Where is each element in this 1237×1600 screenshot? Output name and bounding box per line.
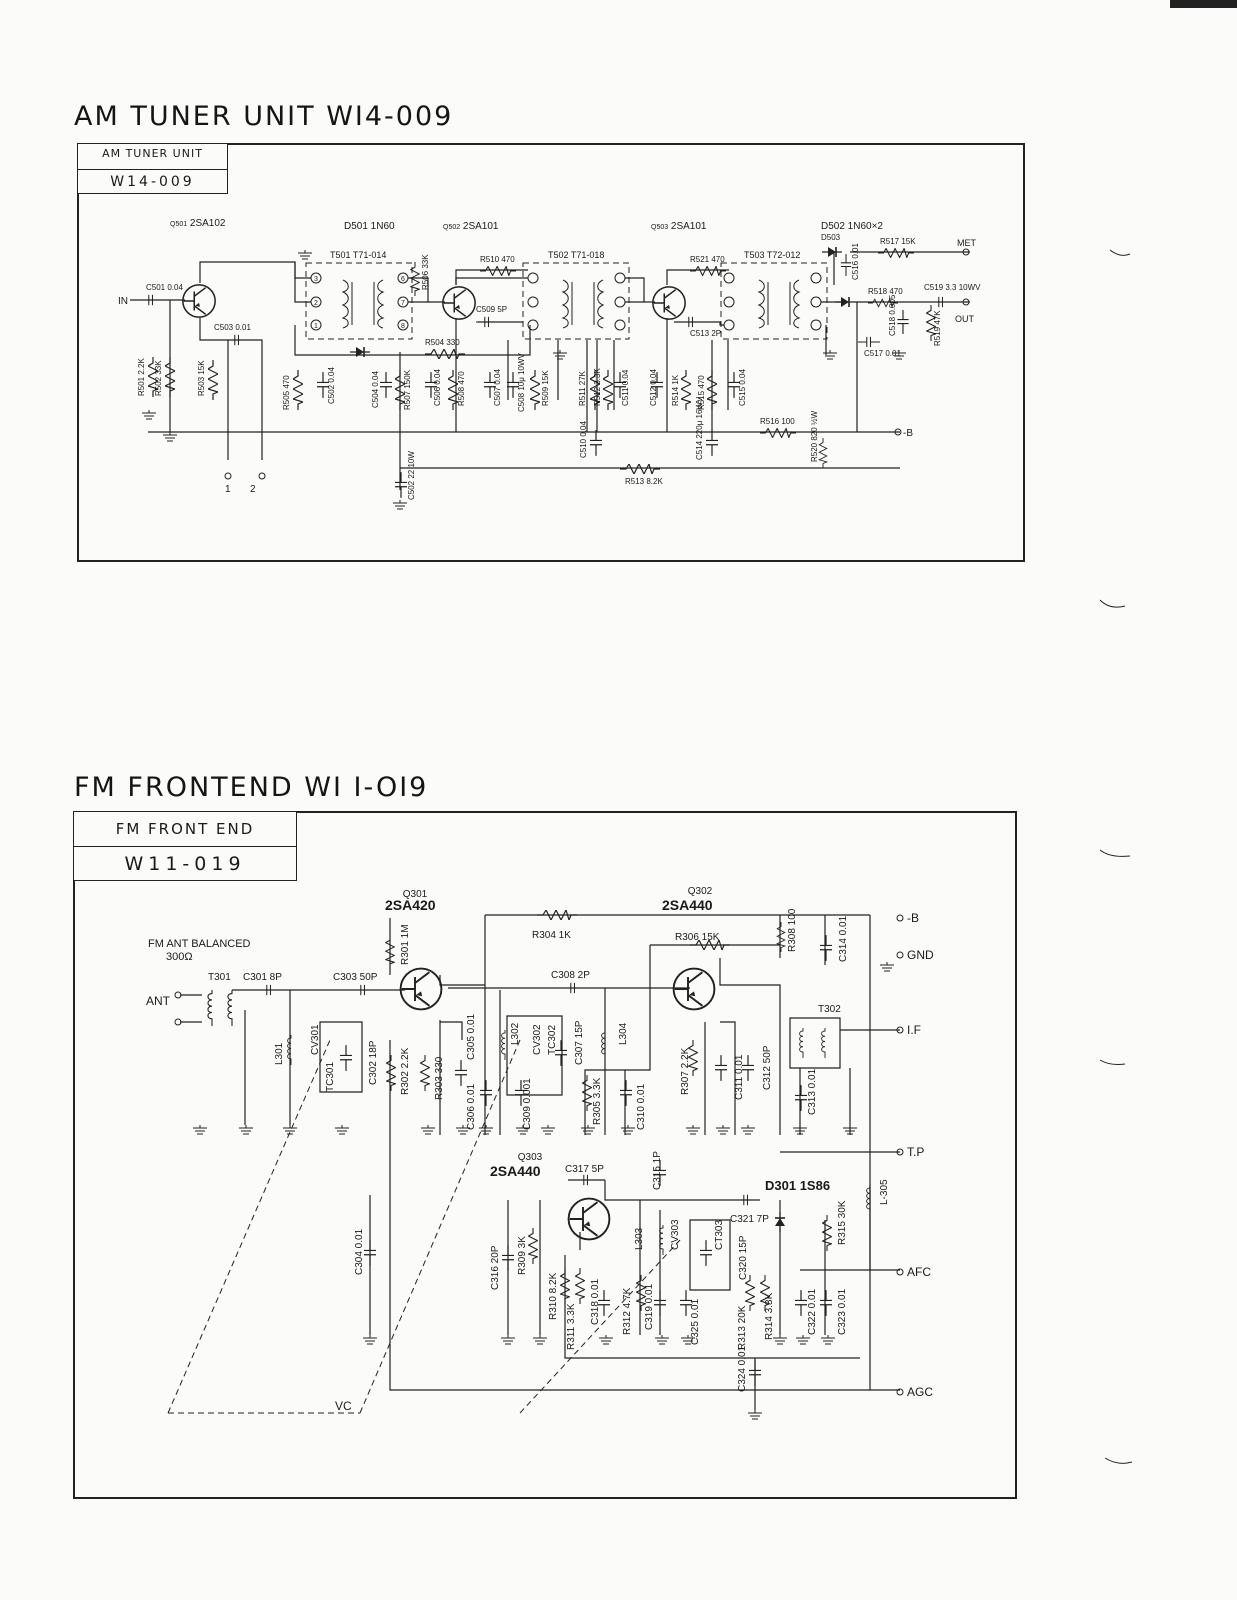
fm-c319-label: C319 0.01 bbox=[644, 1283, 655, 1330]
am-c501-label: C501 0.04 bbox=[146, 283, 183, 292]
fm-minus-b-terminal: -B bbox=[907, 911, 919, 925]
fm-r304-label: R304 1K bbox=[532, 930, 571, 941]
fm-r308-label: R308 100 bbox=[787, 908, 798, 952]
fm-r309-label: R309 3K bbox=[517, 1236, 528, 1275]
am-c515-label: C515 0.04 bbox=[738, 369, 747, 406]
fm-q303-transistor bbox=[569, 1199, 610, 1240]
fm-tp-terminal: T.P bbox=[907, 1145, 925, 1159]
fm-l301-label: L301 bbox=[274, 1042, 285, 1065]
am-out-terminal: OUT bbox=[955, 314, 974, 324]
am-c503-label: C503 0.01 bbox=[214, 323, 251, 332]
am-r502-label: R502 33K bbox=[154, 360, 163, 396]
fm-q302-transistor bbox=[674, 969, 715, 1010]
am-q503-label: Q503 2SA101 bbox=[651, 221, 707, 232]
am-c513-label: C513 2P bbox=[690, 329, 722, 338]
fm-agc-terminal: AGC bbox=[907, 1385, 934, 1399]
am-in-terminal: IN bbox=[118, 296, 128, 307]
fm-r310-label: R310 8.2K bbox=[548, 1272, 559, 1320]
fm-cv302-label: CV302 bbox=[532, 1024, 543, 1055]
fm-c318-label: C318 0.01 bbox=[590, 1278, 601, 1325]
fm-q303-ref: Q303 bbox=[517, 1152, 543, 1163]
fm-tc301-label: TC301 bbox=[325, 1061, 336, 1092]
fm-l304-label: L304 bbox=[618, 1022, 629, 1045]
fm-ct303-label: CT303 bbox=[714, 1219, 725, 1250]
fm-l303-label: L303 bbox=[634, 1227, 645, 1250]
fm-l305-label: L-305 bbox=[879, 1179, 890, 1205]
fm-q302-ref: Q302 bbox=[687, 886, 713, 897]
fm-c311-label: C311 0.01 bbox=[734, 1054, 745, 1100]
am-r517-label: R517 15K bbox=[880, 237, 916, 246]
am-q502-label: Q502 2SA101 bbox=[443, 221, 499, 232]
am-minus-b-terminal: -B bbox=[903, 428, 913, 439]
am-r507-label: R507 150K bbox=[403, 369, 412, 410]
am-r520-label: R520 820 ½W bbox=[810, 410, 819, 462]
am-d502-label: D502 1N60×2 bbox=[821, 221, 883, 232]
am-t502-label: T502 T71-018 bbox=[548, 250, 605, 260]
am-terminal-1: 1 bbox=[225, 484, 231, 495]
fm-c303-label: C303 50P bbox=[333, 972, 378, 983]
am-pin-3: 3 bbox=[314, 276, 318, 283]
fm-c306-label: C306 0.01 bbox=[466, 1083, 477, 1130]
fm-c314-label: C314 0.01 bbox=[838, 915, 849, 962]
am-r514-label: R514 1K bbox=[671, 374, 680, 406]
am-q503-transistor bbox=[653, 287, 685, 319]
fm-c312-label: C312 50P bbox=[762, 1045, 773, 1090]
fm-tc302-label: TC302 bbox=[547, 1024, 558, 1055]
am-c512-label: C512 0.04 bbox=[649, 369, 658, 406]
fm-r314-label: R314 3.3K bbox=[764, 1292, 775, 1340]
fm-title-block-name: FM FRONT END bbox=[115, 820, 255, 838]
fm-q302-type: 2SA440 bbox=[662, 897, 713, 913]
am-r512-label: R512 3.3K bbox=[593, 368, 602, 406]
fm-c304-label: C304 0.01 bbox=[354, 1228, 365, 1275]
fm-vc-label: VC bbox=[335, 1399, 352, 1413]
am-t501-can bbox=[306, 263, 412, 339]
am-q501-transistor bbox=[183, 285, 215, 317]
fm-c301-label: C301 8P bbox=[243, 972, 282, 983]
am-r508-label: R508 470 bbox=[457, 371, 466, 406]
am-pin-6: 6 bbox=[401, 276, 405, 283]
fm-c322-label: C322 0.01 bbox=[807, 1288, 818, 1335]
fm-t301-secondary bbox=[228, 990, 232, 1026]
fm-c302-label: C302 18P bbox=[368, 1040, 379, 1085]
fm-c321-label: C321 7P bbox=[730, 1214, 769, 1225]
fm-circuit bbox=[146, 886, 934, 1419]
am-pin-8: 8 bbox=[401, 323, 405, 330]
am-r505-label: R505 470 bbox=[282, 375, 291, 410]
am-section-title: AM TUNER UNIT WI4-009 bbox=[74, 101, 454, 132]
am-c504-label: C504 0.04 bbox=[371, 371, 380, 408]
fm-q303-type: 2SA440 bbox=[490, 1163, 541, 1179]
fm-l302-label: L302 bbox=[510, 1022, 521, 1045]
am-pin-2: 2 bbox=[314, 300, 318, 307]
am-d503-label: D503 bbox=[821, 233, 841, 242]
fm-c309-label: C309 0.001 bbox=[522, 1078, 533, 1130]
am-c514-label: C514 220μ 16WV bbox=[695, 396, 704, 460]
fm-c310-label: C310 0.01 bbox=[636, 1083, 647, 1130]
fm-cv301-label: CV301 bbox=[310, 1024, 321, 1055]
am-terminal-2: 2 bbox=[250, 484, 256, 495]
binder-hole-marks bbox=[1100, 250, 1132, 1463]
fm-gnd-terminal: GND bbox=[907, 948, 934, 962]
am-c510-label: C510 0.04 bbox=[579, 421, 588, 458]
fm-c307-label: C307 15P bbox=[574, 1020, 585, 1065]
am-pin-1: 1 bbox=[314, 323, 318, 330]
fm-r301-label: R301 1M bbox=[400, 924, 411, 965]
fm-r312-label: R312 4.7K bbox=[622, 1287, 633, 1335]
fm-r302-label: R302 2.2K bbox=[400, 1047, 411, 1095]
am-c519-label: C519 3.3 10WV bbox=[924, 283, 981, 292]
fm-antenna-note-2: 300Ω bbox=[166, 951, 193, 963]
fm-c325-label: C325 0.01 bbox=[690, 1298, 701, 1345]
am-circuit bbox=[118, 218, 981, 509]
corner-tab-mark bbox=[1170, 0, 1237, 8]
am-c509-label: C509 5P bbox=[476, 305, 508, 314]
am-r519-label: R519 47K bbox=[933, 310, 942, 346]
am-q501-label: Q501 2SA102 bbox=[170, 218, 226, 229]
am-r510-label: R510 470 bbox=[480, 255, 515, 264]
fm-title-block-number: W11-019 bbox=[74, 846, 296, 883]
am-d502-diode bbox=[835, 297, 855, 307]
fm-if-terminal: I.F bbox=[907, 1023, 921, 1037]
fm-ant-terminal: ANT bbox=[146, 994, 170, 1008]
am-c502b-label: C502 22 10W bbox=[407, 451, 416, 500]
am-r515-label: R515 470 bbox=[697, 375, 706, 410]
am-r506-label: R506 33K bbox=[421, 254, 430, 290]
fm-d301-diode bbox=[775, 1212, 785, 1232]
fm-c313-label: C313 0.01 bbox=[807, 1068, 818, 1115]
am-t503-label: T503 T72-012 bbox=[744, 250, 801, 260]
fm-q301-ref: Q301 bbox=[402, 889, 428, 900]
am-r509-label: R509 15K bbox=[541, 370, 550, 406]
am-c506-label: C506 0.04 bbox=[433, 369, 442, 406]
am-t501-label: T501 T71-014 bbox=[330, 250, 387, 260]
fm-section-title: FM FRONTEND WI I-OI9 bbox=[74, 772, 429, 803]
am-c511-label: C511 0.04 bbox=[621, 369, 630, 406]
am-c516-label: C516 0.01 bbox=[851, 243, 860, 280]
fm-c315-label: C315 1P bbox=[652, 1151, 663, 1190]
am-r516-label: R516 100 bbox=[760, 417, 795, 426]
am-c517-label: C517 0.01 bbox=[864, 349, 901, 358]
fm-r306-label: R306 15K bbox=[675, 932, 720, 943]
am-c518-label: C518 0.005 bbox=[888, 294, 897, 336]
am-d501-label: D501 1N60 bbox=[344, 221, 395, 232]
fm-c305-label: C305 0.01 bbox=[466, 1013, 477, 1060]
fm-c324-label: C324 0.01 bbox=[737, 1345, 748, 1392]
am-title-block-number: W14-009 bbox=[78, 169, 227, 196]
am-c507-label: C507 0.04 bbox=[493, 369, 502, 406]
fm-r315-label: R315 30K bbox=[837, 1200, 848, 1245]
am-met-terminal: MET bbox=[957, 238, 976, 248]
am-r521-label: R521 470 bbox=[690, 255, 725, 264]
fm-c320-label: C320 15P bbox=[738, 1235, 749, 1280]
am-t502-can bbox=[523, 263, 629, 339]
fm-d301-label: D301 1S86 bbox=[765, 1178, 831, 1193]
am-r511-label: R511 27K bbox=[578, 371, 587, 406]
fm-afc-terminal: AFC bbox=[907, 1265, 931, 1279]
fm-q301-type: 2SA420 bbox=[385, 897, 436, 913]
am-d503-diode bbox=[822, 247, 842, 257]
am-r513-label: R513 8.2K bbox=[625, 477, 663, 486]
am-c502-label: C502 0.04 bbox=[327, 367, 336, 404]
fm-r303-label: R303 330 bbox=[434, 1056, 445, 1100]
fm-cv303-label: CV303 bbox=[670, 1219, 681, 1250]
fm-c323-label: C323 0.01 bbox=[837, 1288, 848, 1335]
am-r503-label: R503 15K bbox=[197, 360, 206, 396]
fm-r313-label: R313 20K bbox=[737, 1305, 748, 1350]
fm-c317-label: C317 5P bbox=[565, 1164, 604, 1175]
fm-q301-transistor bbox=[401, 969, 442, 1010]
fm-t301-primary bbox=[208, 990, 212, 1026]
fm-c308-label: C308 2P bbox=[551, 970, 590, 981]
fm-r307-label: R307 2.2K bbox=[680, 1047, 691, 1095]
fm-r305-label: R305 3.3K bbox=[592, 1077, 603, 1125]
am-pin-7: 7 bbox=[401, 300, 405, 307]
am-title-block-name: AM TUNER UNIT bbox=[102, 147, 203, 160]
am-q502-transistor bbox=[443, 287, 475, 319]
am-r501-label: R501 2.2K bbox=[137, 358, 146, 396]
am-r518-label: R518 470 bbox=[868, 287, 903, 296]
fm-antenna-note-1: FM ANT BALANCED bbox=[148, 938, 251, 950]
fm-t301-label: T301 bbox=[208, 972, 231, 983]
fm-r311-label: R311 3.3K bbox=[566, 1303, 577, 1350]
fm-c316-label: C316 20P bbox=[490, 1245, 501, 1290]
fm-t302-label: T302 bbox=[818, 1004, 841, 1015]
am-c508-label: C508 10μ 10WV bbox=[517, 353, 526, 412]
am-r504-label: R504 330 bbox=[425, 338, 460, 347]
